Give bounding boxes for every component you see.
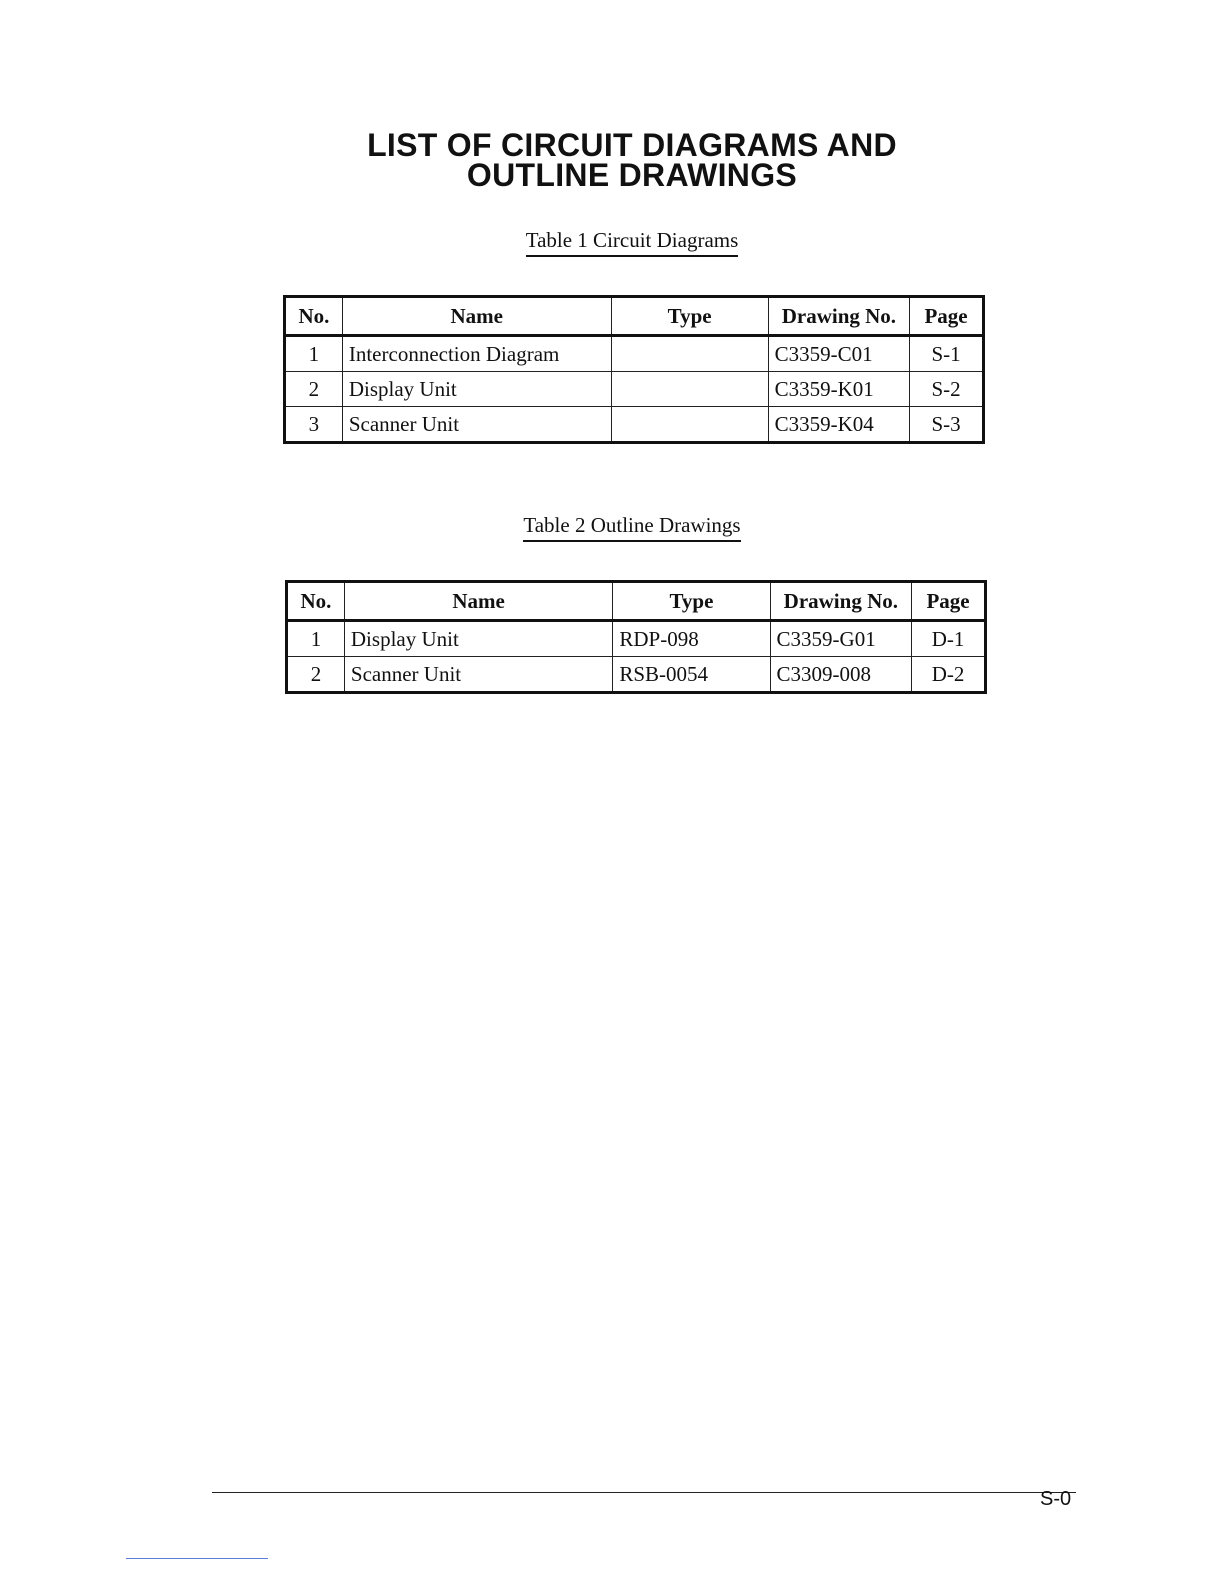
table-row (287, 621, 986, 657)
table-header-row (285, 297, 984, 336)
cell-no: 3 (285, 407, 343, 443)
outline-drawings-table (285, 580, 987, 694)
cell-drawing-no: C3359-K04 (768, 407, 910, 443)
header-page: Page (910, 297, 984, 336)
title-line-1: LIST OF CIRCUIT DIAGRAMS AND (367, 127, 897, 163)
cell-page: D-2 (912, 657, 986, 693)
table-row (285, 336, 984, 372)
cell-no: 2 (285, 372, 343, 407)
header-drawing-no: Drawing No. (770, 582, 912, 621)
cell-type: RDP-098 (613, 621, 770, 657)
cell-type (611, 372, 768, 407)
header-drawing-no: Drawing No. (768, 297, 910, 336)
cell-drawing-no: C3359-C01 (768, 336, 910, 372)
table-1-caption-text: Table 1 Circuit Diagrams (526, 228, 739, 257)
cell-drawing-no: C3359-K01 (768, 372, 910, 407)
bottom-rule (126, 1558, 268, 1559)
table-row (287, 657, 986, 693)
cell-name: Scanner Unit (344, 657, 612, 693)
cell-drawing-no: C3309-008 (770, 657, 912, 693)
cell-name: Display Unit (342, 372, 611, 407)
cell-page: S-1 (910, 336, 984, 372)
header-type: Type (613, 582, 770, 621)
header-name: Name (342, 297, 611, 336)
footer-divider (212, 1492, 1076, 1493)
title-line-2: OUTLINE DRAWINGS (466, 157, 798, 193)
cell-name: Interconnection Diagram (342, 336, 611, 372)
header-page: Page (912, 582, 986, 621)
cell-page: S-3 (910, 407, 984, 443)
cell-type (611, 336, 768, 372)
table-header-row (287, 582, 986, 621)
circuit-diagrams-table (283, 295, 985, 444)
cell-no: 1 (285, 336, 343, 372)
cell-no: 1 (287, 621, 345, 657)
cell-drawing-no: C3359-G01 (770, 621, 912, 657)
cell-name: Display Unit (344, 621, 612, 657)
header-no: No. (287, 582, 345, 621)
cell-page: S-2 (910, 372, 984, 407)
cell-name: Scanner Unit (342, 407, 611, 443)
table-1-caption (0, 228, 1224, 257)
cell-type: RSB-0054 (613, 657, 770, 693)
table-2-caption-text: Table 2 Outline Drawings (523, 513, 740, 542)
cell-type (611, 407, 768, 443)
header-name: Name (344, 582, 612, 621)
cell-page: D-1 (912, 621, 986, 657)
table-row (285, 407, 984, 443)
page-number: S-0 (1040, 1488, 1072, 1510)
table-row (285, 372, 984, 407)
header-no: No. (285, 297, 343, 336)
cell-no: 2 (287, 657, 345, 693)
header-type: Type (611, 297, 768, 336)
table-2-caption (0, 513, 1224, 542)
page-title (0, 127, 1224, 193)
